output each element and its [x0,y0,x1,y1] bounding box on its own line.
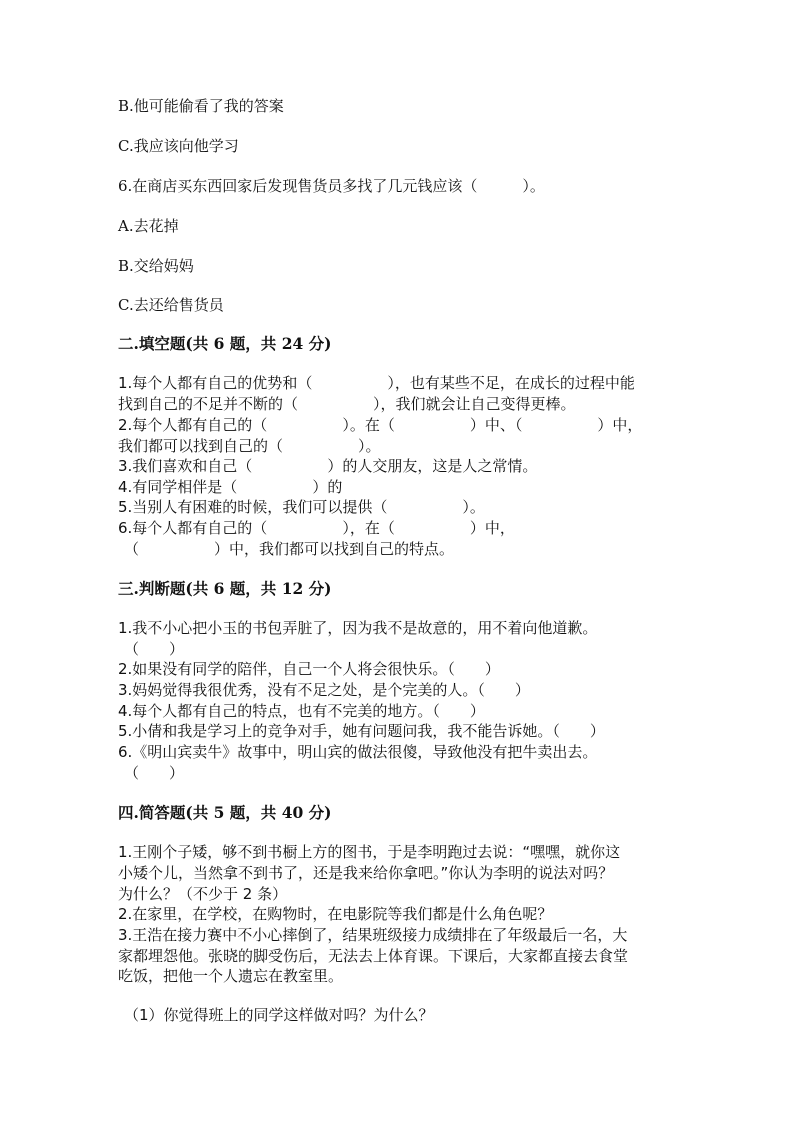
short-answer-line: 为什么？（不少于 2 条） [118,885,288,903]
fill-blank-line: 1.每个人都有自己的优势和（ ），也有某些不足，在成长的过程中能 [118,374,635,392]
fill-blank-line: 6.每个人都有自己的（ ），在（ ）中， [118,519,515,537]
true-false-line: 3.妈妈觉得我很优秀，没有不足之处，是个完美的人。（ ） [118,681,530,699]
true-false-line: （ ） [124,764,185,782]
fill-blank-line: 我们都可以找到自己的（ ）。 [118,437,381,455]
question-6-stem: 6.在商店买东西回家后发现售货员多找了几元钱应该（ ）。 [118,177,545,195]
fill-blank-line: 5.当别人有困难的时候，我们可以提供（ ）。 [118,498,485,516]
option-b: B.他可能偷看了我的答案 [118,97,284,115]
fill-blank-line: 4.有同学相伴是（ ）的 [118,478,343,496]
section-heading-fill-blank: 二.填空题(共 6 题，共 24 分) [118,334,332,353]
short-answer-line: 家都埋怨他。张晓的脚受伤后，无法去上体育课。下课后，大家都直接去食堂 [118,947,629,965]
fill-blank-line: （ ）中，我们都可以找到自己的特点。 [124,540,455,558]
fill-blank-line: 3.我们喜欢和自己（ ）的人交朋友，这是人之常情。 [118,457,538,475]
option-c: C.我应该向他学习 [118,137,239,155]
fill-blank-line: 找到自己的不足并不断的（ ），我们就会让自己变得更棒。 [118,395,576,413]
true-false-line: （ ） [124,640,185,658]
sub-question: （1）你觉得班上的同学这样做对吗？为什么？ [124,1006,434,1024]
fill-blank-line: 2.每个人都有自己的（ ）。在（ ）中、（ ）中， [118,416,643,434]
question-6-option-b: B.交给妈妈 [118,257,194,275]
section-heading-true-false: 三.判断题(共 6 题，共 12 分) [118,579,332,598]
true-false-line: 1.我不小心把小玉的书包弄脏了，因为我不是故意的，用不着向他道歉。 [118,619,598,637]
true-false-line: 2.如果没有同学的陪伴，自己一个人将会很快乐。（ ） [118,660,500,678]
section-heading-short-answer: 四.简答题(共 5 题，共 40 分) [118,803,332,822]
short-answer-line: 2.在家里，在学校，在购物时，在电影院等我们都是什么角色呢？ [118,905,553,923]
true-false-line: 4.每个人都有自己的特点，也有不完美的地方。（ ） [118,702,485,720]
true-false-line: 5.小倩和我是学习上的竞争对手，她有问题问我，我不能告诉她。（ ） [118,722,605,740]
short-answer-line: 吃饭，把他一个人遗忘在教室里。 [118,967,344,985]
question-6-option-c: C.去还给售货员 [118,296,224,314]
short-answer-line: 小矮个儿，当然拿不到书了，还是我来给你拿吧。”你认为李明的说法对吗？ [118,864,614,882]
true-false-line: 6.《明山宾卖牛》故事中，明山宾的做法很傻，导致他没有把牛卖出去。 [118,743,598,761]
short-answer-line: 1.王刚个子矮，够不到书橱上方的图书，于是李明跑过去说：“嘿嘿，就你这 [118,843,621,861]
question-6-option-a: A.去花掉 [118,217,179,235]
short-answer-line: 3.王浩在接力赛中不小心摔倒了，结果班级接力成绩排在了年级最后一名，大 [118,926,628,944]
